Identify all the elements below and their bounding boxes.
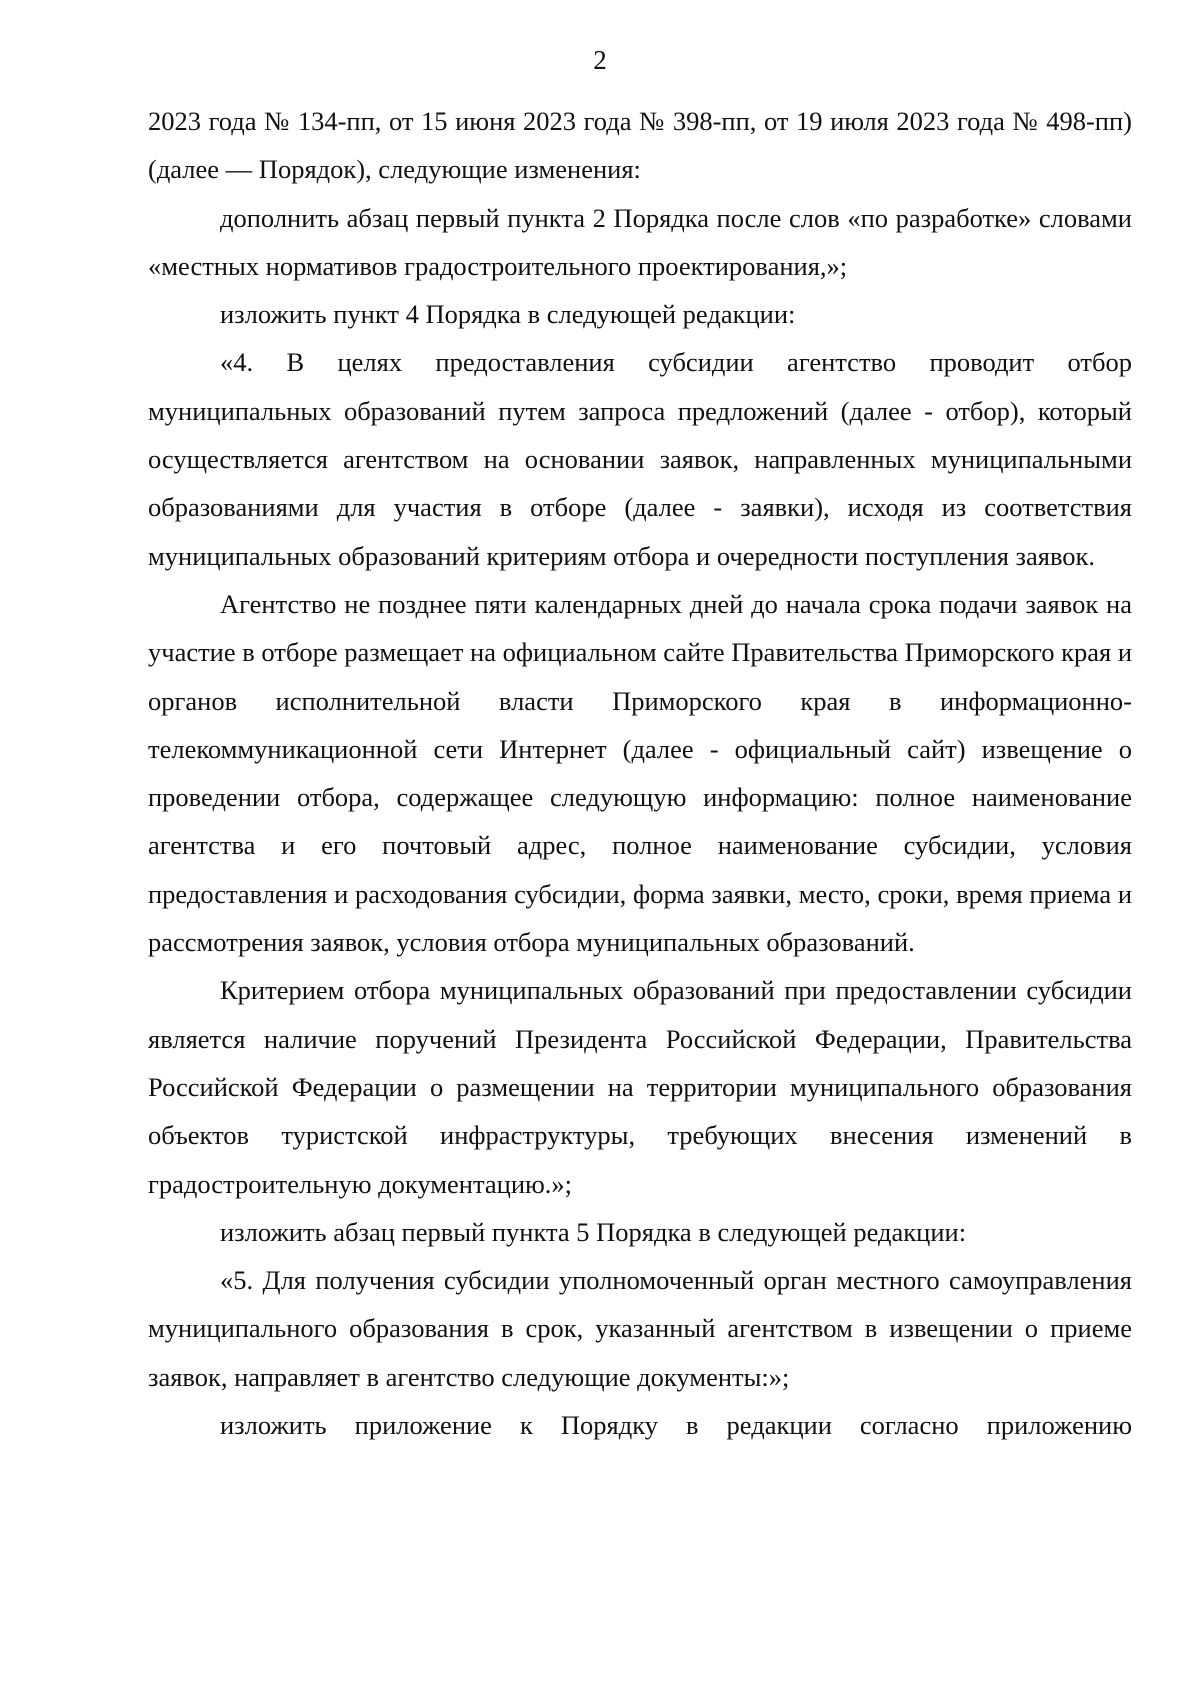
paragraph-continuation: 2023 года № 134-пп, от 15 июня 2023 года № 398-пп, от 19 июля 2023 года № 498-пп) (далее — Порядок), следующие изменения: — [148, 106, 1132, 185]
page-number: 2 — [593, 45, 607, 75]
paragraph-restate-item-4: изложить пункт 4 Порядка в следующей редакции: — [220, 299, 796, 330]
paragraph-criterion: Критерием отбора муниципальных образований при предоставлении субсидии является наличие поручений Президента Российской Федерации, Правительства Российской Федерации о размещении на территории муниципального образования объектов туристской инфраструктуры, требующих внесения изменений в градостроительную документацию.»; — [148, 975, 1132, 1199]
paragraph-restate-appendix: изложить приложение к Порядку в редакции согласно приложению — [220, 1410, 1132, 1441]
paragraph-notice: Агентство не позднее пяти календарных дней до начала срока подачи заявок на участие в отборе размещает на официальном сайте Правительства Приморского края и органов исполнительной власти Приморского края в информационно-телекоммуникационной сети Интернет (далее - официальный сайт) извещение о проведении отбора, содержащее следующую информацию: полное наименование агентства и его почтовый адрес, полное наименование субсидии, условия предоставления и расходования субсидии, форма заявки, место, сроки, время приема и рассмотрения заявок, условия отбора муниципальных образований. — [148, 588, 1132, 958]
paragraph-restate-item-5: изложить абзац первый пункта 5 Порядка в следующей редакции: — [220, 1216, 967, 1247]
paragraph-item-4: «4. В целях предоставления субсидии агентство проводит отбор муниципальных образований путем запроса предложений (далее - отбор), который осуществляется агентством на основании заявок, направленных муниципальными образованиями для участия в отборе (далее - заявки), исходя из соответствия муниципальных образований критериям отбора и очередности поступления заявок. — [148, 347, 1132, 571]
paragraph-item-5: «5. Для получения субсидии уполномоченный орган местного самоуправления муниципального образования в срок, указанный агентством в извещении о приеме заявок, направляет в агентство следующие документы:»; — [148, 1265, 1132, 1392]
document-body — [148, 97, 1132, 1449]
paragraph-amend-item-2: дополнить абзац первый пункта 2 Порядка после слов «по разработке» словами «местных нормативов градостроительного проектирования,»; — [148, 202, 1132, 281]
